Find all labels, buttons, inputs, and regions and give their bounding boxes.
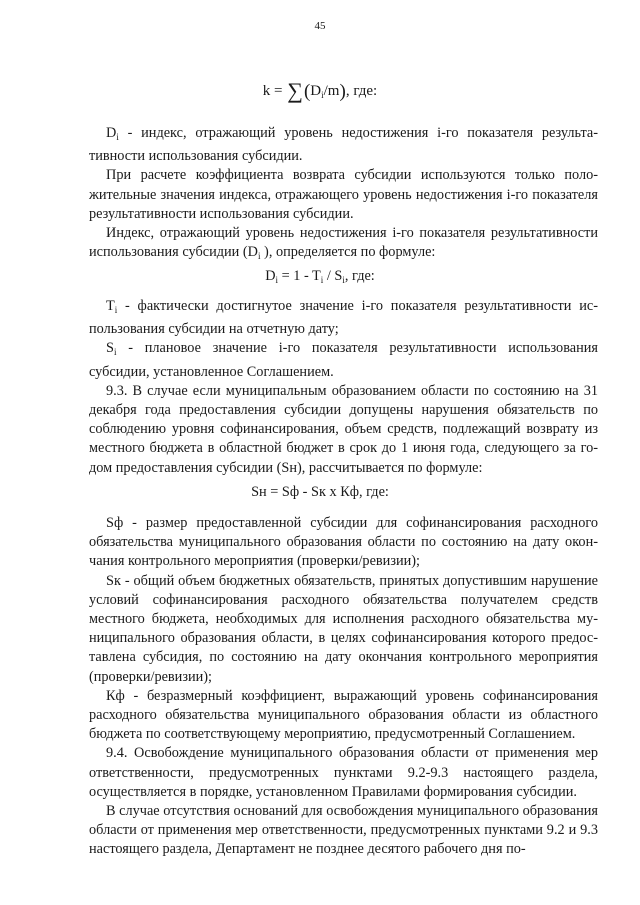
formula-k: $k = \sum(D_i/m)$, где:	[262, 78, 378, 103]
sum-sign: ∑	[287, 78, 303, 103]
paragraph-ti-definition: $T_i$ - фактически достигнутое значение i-го показателя результативности использования субсидии на отчетную дату;	[89, 298, 598, 338]
paragraph-positive-index: При расчете коэффициента возврата субсидии используются только положительные значения индекса, отражающего уровень недостижения i-го показателя результативности использования субсидии.	[89, 167, 598, 222]
paragraph-9-4: 9.4. Освобождение муниципального образования области от применения мер ответственности, предусмотренных пунктами 9.2-9.3 настоящего раздела, осуществляется в порядке, установленном Правилами формирования субсидии.	[89, 745, 598, 800]
paragraph-kf-definition: Кф - безразмерный коэффициент, выражающий уровень софинансирования расходного обязательства муниципального образования области из областного бюджета по соответствующему мероприятию, предусмотренный Соглашением.	[89, 687, 598, 743]
text-block-3	[89, 514, 598, 860]
paragraph-sf-definition: Sф - размер предоставленной субсидии для софинансирования расходного обязательства муниципального образования области по состоянию на дату окончания контрольного мероприятия (проверки/ревизии);	[89, 515, 598, 570]
formula-d: $D_i = 1 - T_i / S_i$, где:	[265, 268, 375, 285]
text-block-2	[89, 297, 598, 478]
formula-sn: Sн = Sф - Sк x Кф, где:	[251, 484, 389, 500]
paragraph-index-formula-intro: Индекс, отражающий уровень недостижения i-го показателя результативности использования субсидии ($D_i$ ), определяется по формуле:	[89, 225, 598, 262]
paragraph-si-definition: $S_i$ - плановое значение i-го показателя результативности использования субсидии, установленное Соглашением.	[89, 340, 598, 380]
paragraph-9-3: 9.3. В случае если муниципальным образованием области по состоянию на 31 декабря года предоставления субсидии допущены нарушения обязательств по соблюдению уровня софинансирования, объем средств, подлежащий возврату из местного бюджета в областной бюджет в срок до 1 июня года, следующего за годом предоставления субсидии (Sн), рассчитывается по формуле:	[89, 382, 598, 476]
text-block-1	[89, 124, 598, 266]
paragraph-no-exemption: В случае отсутствия оснований для освобождения муниципального образования области от применения мер ответственности, предусмотренных пунктами 9.2 и 9.3 настоящего раздела, Департамент не позднее десятого рабочего дня по-	[89, 803, 598, 858]
paragraph-di-definition: $D_i$ - индекс, отражающий уровень недостижения i-го показателя результативности использования субсидии.	[89, 125, 598, 165]
paragraph-sk-definition: Sк - общий объем бюджетных обязательств, принятых допустившим нарушение условий софинансирования расходного обязательства получателем средств местного бюджета, необходимых для исполнения расходного обязательства муниципального образования области, в целях софинансирования которого предоставлена субсидия, по состоянию на дату окончания контрольного мероприятия (проверки/ревизии);	[89, 572, 598, 685]
page-number: 45	[314, 20, 326, 32]
